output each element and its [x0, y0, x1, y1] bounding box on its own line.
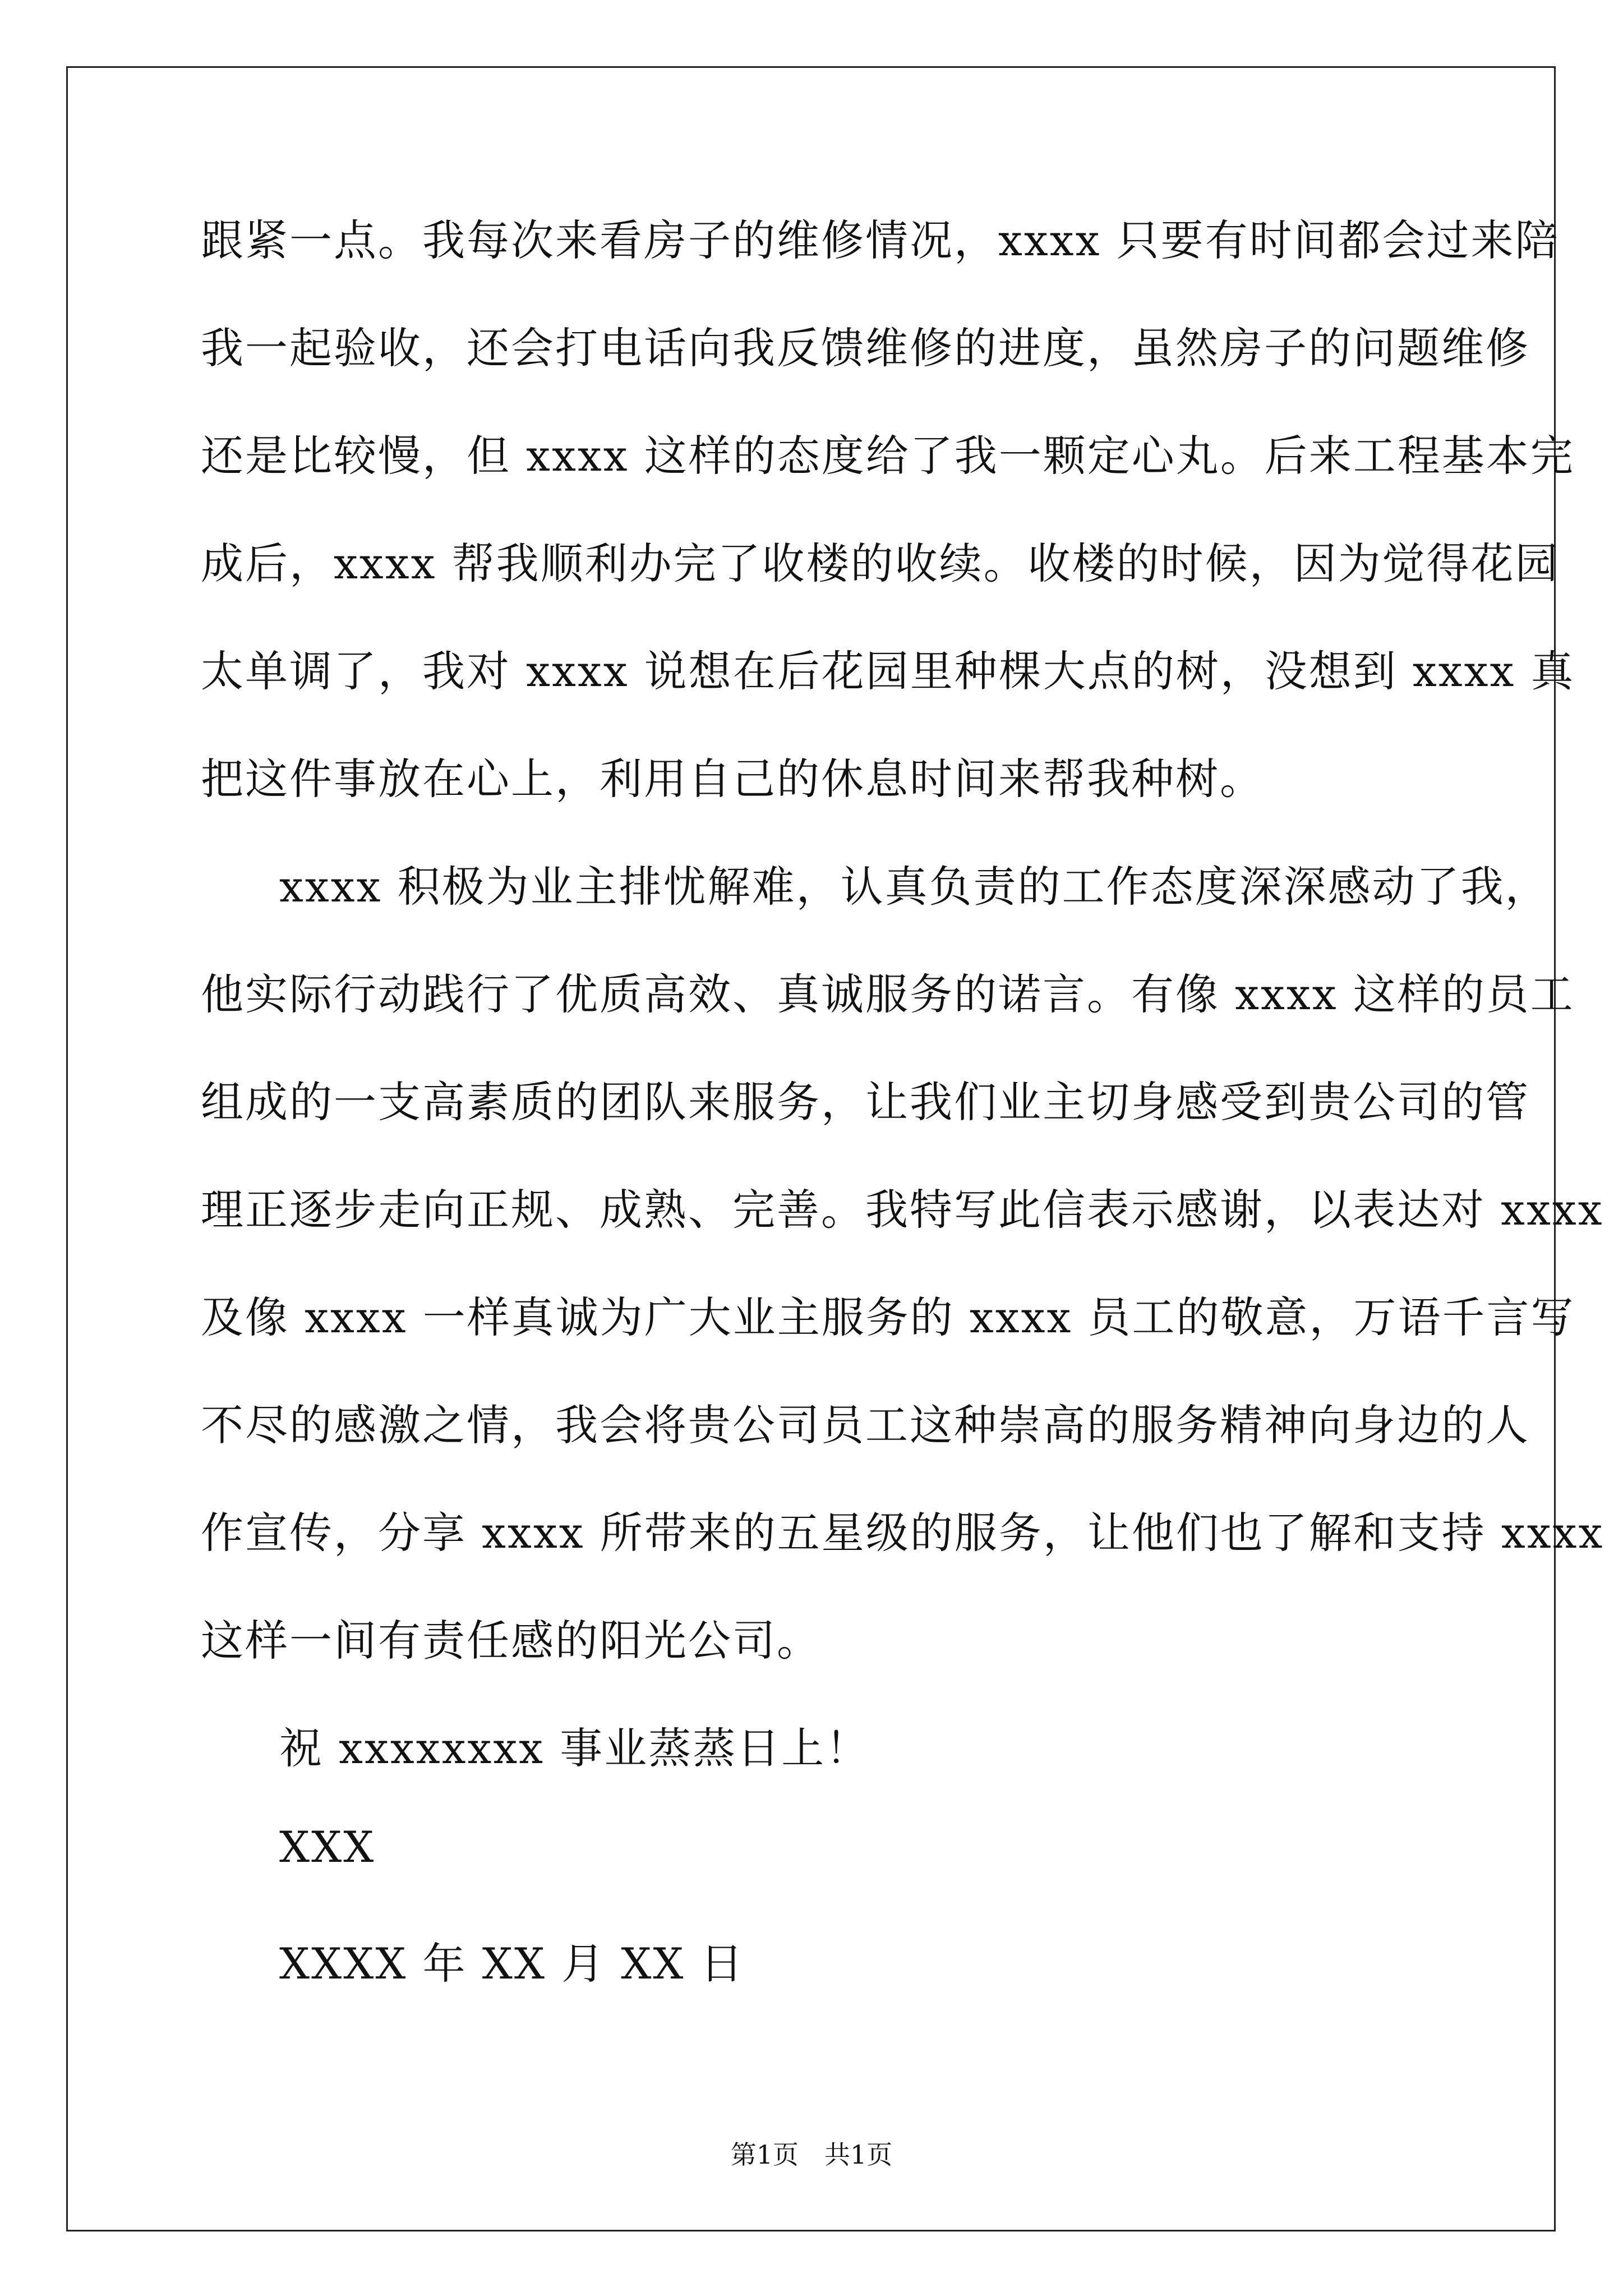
text-line-11: 及像 xxxx 一样真诚为广大业主服务的 xxxx 员工的敬意，万语千言写	[201, 1292, 1575, 1342]
signature-date: XXXX 年 XX 月 XX 日	[279, 1939, 745, 1989]
text-line-9: 组成的一支高素质的团队来服务，让我们业主切身感受到贵公司的管	[201, 1077, 1530, 1127]
text-line-7: xxxx 积极为业主排忧解难，认真负责的工作态度深深感动了我，	[279, 862, 1550, 912]
text-line-12: 不尽的感激之情，我会将贵公司员工这种崇高的服务精神向身边的人	[201, 1400, 1530, 1450]
text-line-4: 成后，xxxx 帮我顺利办完了收楼的收续。收楼的时候，因为觉得花园	[201, 539, 1560, 588]
text-line-2: 我一起验收，还会打电话向我反馈维修的进度，虽然房子的问题维修	[201, 323, 1530, 373]
text-line-8: 他实际行动践行了优质高效、真诚服务的诺言。有像 xxxx 这样的员工	[201, 969, 1575, 1019]
page-border	[66, 66, 1556, 2231]
text-line-1: 跟紧一点。我每次来看房子的维修情况，xxxx 只要有时间都会过来陪	[201, 215, 1560, 265]
text-line-5: 太单调了，我对 xxxx 说想在后花园里种棵大点的树，没想到 xxxx 真	[201, 646, 1575, 696]
signature-name: XXX	[279, 1822, 376, 1872]
text-line-6: 把这件事放在心上，利用自己的休息时间来帮我种树。	[201, 754, 1264, 804]
page-number-footer: 第1页 共1页	[730, 2139, 893, 2170]
text-line-14: 这样一间有责任感的阳光公司。	[201, 1616, 821, 1665]
text-line-13: 作宣传，分享 xxxx 所带来的五星级的服务，让他们也了解和支持 xxxx	[201, 1508, 1604, 1558]
text-line-10: 理正逐步走向正规、成熟、完善。我特写此信表示感谢，以表达对 xxxx	[201, 1185, 1604, 1235]
text-line-3: 还是比较慢，但 xxxx 这样的态度给了我一颗定心丸。后来工程基本完	[201, 431, 1575, 481]
closing-wish: 祝 xxxxxxxx 事业蒸蒸日上！	[279, 1723, 870, 1773]
